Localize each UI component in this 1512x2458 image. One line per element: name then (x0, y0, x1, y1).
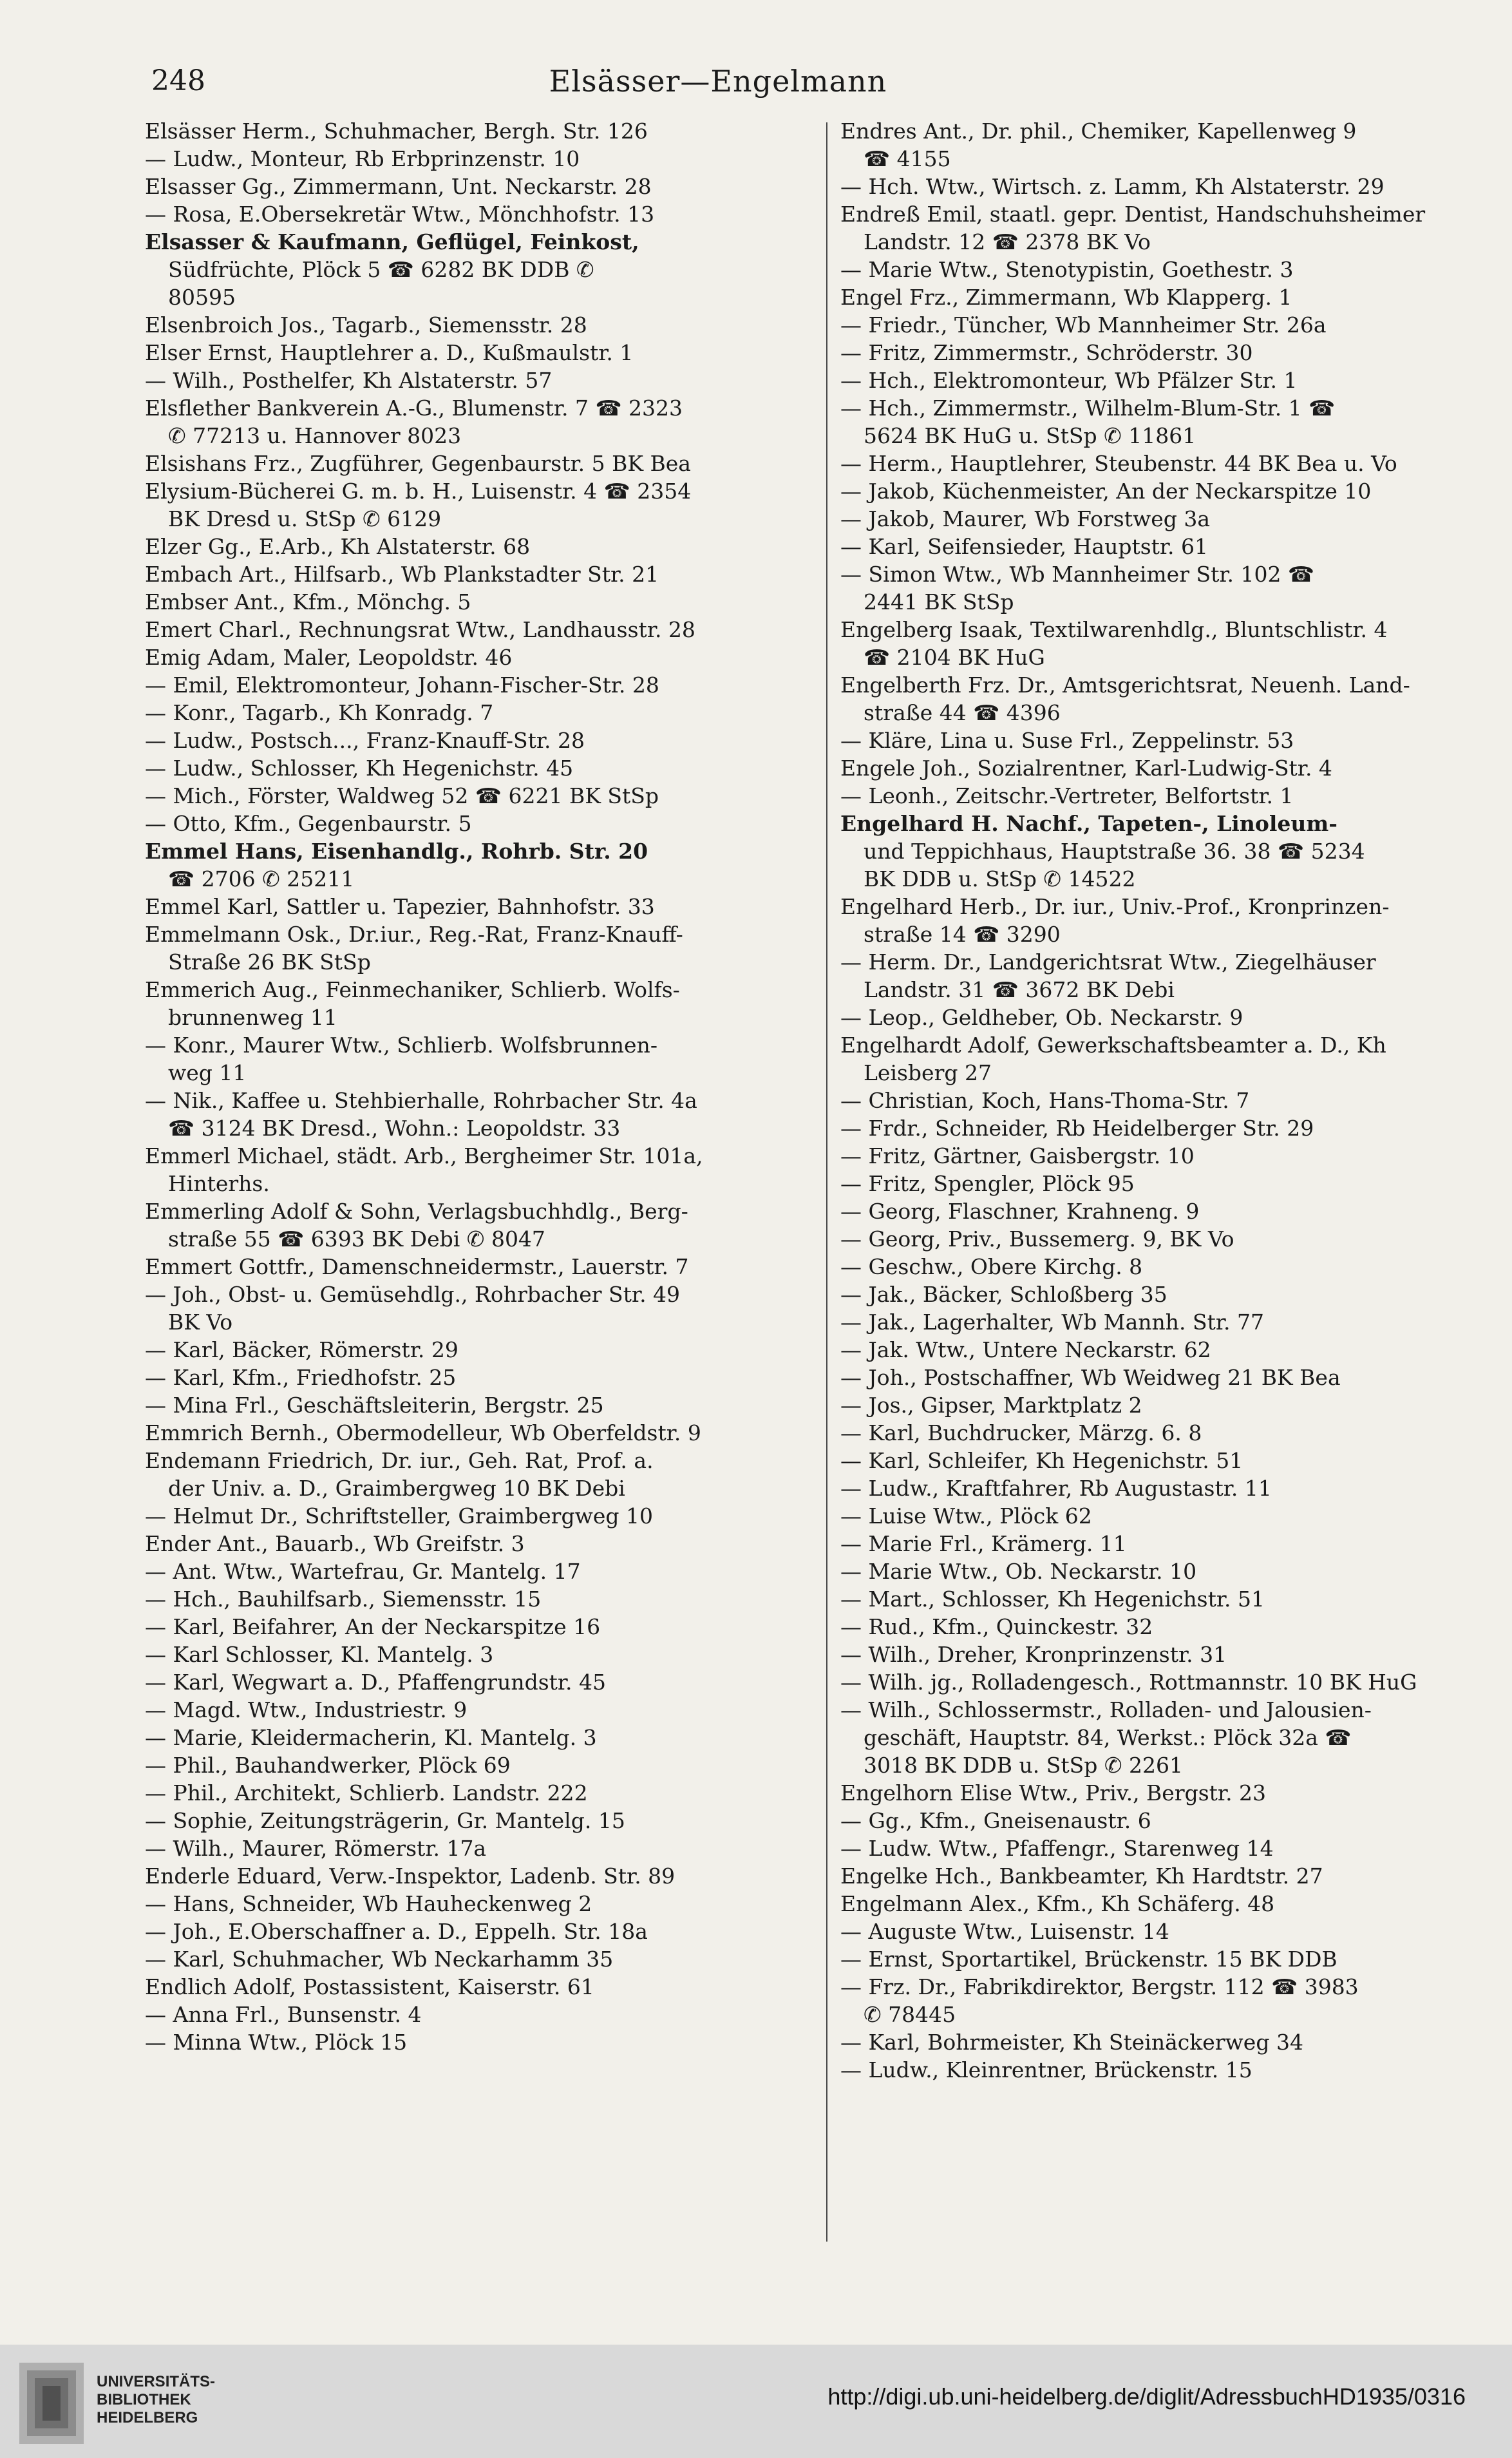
directory-entry: Elsishans Frz., Zugführer, Gegenbaurstr. 5 BK Bea (145, 451, 691, 476)
directory-entry: — Konr., Tagarb., Kh Konradg. 7 (145, 700, 494, 725)
directory-entry: — Wilh., Schlossermstr., Rolladen- und Jalousien- (840, 1697, 1372, 1722)
directory-entry: — Marie Wtw., Ob. Neckarstr. 10 (840, 1559, 1197, 1584)
directory-entry: — Auguste Wtw., Luisenstr. 14 (840, 1919, 1169, 1944)
entry-continuation: brunnenweg 11 (168, 1005, 337, 1030)
directory-entry: Engelhardt Adolf, Gewerkschaftsbeamter a. D., Kh (840, 1033, 1386, 1058)
directory-entry: — Friedr., Tüncher, Wb Mannheimer Str. 26a (840, 312, 1327, 338)
directory-entry: — Joh., Postschaffner, Wb Weidweg 21 BK Bea (840, 1365, 1341, 1390)
directory-entry: — Christian, Koch, Hans-Thoma-Str. 7 (840, 1088, 1250, 1113)
directory-entry: Embach Art., Hilfsarb., Wb Plankstadter Str. 21 (145, 562, 659, 587)
entry-continuation: ☎ 2104 BK HuG (864, 645, 1045, 670)
directory-entry: — Ant. Wtw., Wartefrau, Gr. Mantelg. 17 (145, 1559, 581, 1584)
directory-entry: Elysium-Bücherei G. m. b. H., Luisenstr. 4 ☎ 2354 (145, 479, 692, 504)
entry-continuation: Südfrüchte, Plöck 5 ☎ 6282 BK DDB ✆ (168, 257, 594, 282)
entry-continuation: weg 11 (168, 1060, 247, 1085)
directory-entry: Elsasser Gg., Zimmermann, Unt. Neckarstr. 28 (145, 174, 652, 199)
entry-continuation: der Univ. a. D., Graimbergweg 10 BK Debi (168, 1476, 625, 1501)
directory-entry: — Leop., Geldheber, Ob. Neckarstr. 9 (840, 1005, 1243, 1030)
directory-entry: Engelberth Frz. Dr., Amtsgerichtsrat, Neuenh. Land- (840, 672, 1410, 698)
directory-entry: Emmrich Bernh., Obermodelleur, Wb Oberfeldstr. 9 (145, 1420, 701, 1445)
entry-continuation: Straße 26 BK StSp (168, 949, 371, 975)
page-number: 248 (151, 64, 205, 97)
directory-entry: Emmel Karl, Sattler u. Tapezier, Bahnhofstr. 33 (145, 894, 655, 919)
directory-entry: — Helmut Dr., Schriftsteller, Graimbergweg 10 (145, 1503, 653, 1529)
entry-continuation: BK Dresd u. StSp ✆ 6129 (168, 506, 442, 531)
left-column (145, 117, 776, 2262)
directory-entry: Elsenbroich Jos., Tagarb., Siemensstr. 28 (145, 312, 587, 338)
directory-entry: Endreß Emil, staatl. gepr. Dentist, Handschuhsheimer (840, 202, 1426, 227)
entry-continuation: BK Vo (168, 1310, 233, 1335)
directory-entry: — Otto, Kfm., Gegenbaurstr. 5 (145, 811, 472, 836)
directory-entry: — Simon Wtw., Wb Mannheimer Str. 102 ☎ (840, 562, 1315, 587)
directory-entry: Ender Ant., Bauarb., Wb Greifstr. 3 (145, 1531, 525, 1556)
directory-entry: — Wilh., Maurer, Römerstr. 17a (145, 1836, 487, 1861)
directory-entry: — Karl, Kfm., Friedhofstr. 25 (145, 1365, 457, 1390)
directory-entry: — Marie Frl., Krämerg. 11 (840, 1531, 1127, 1556)
directory-entry: — Jak. Wtw., Untere Neckarstr. 62 (840, 1337, 1211, 1362)
directory-entry: Endres Ant., Dr. phil., Chemiker, Kapellenweg 9 (840, 119, 1357, 144)
directory-entry: Elzer Gg., E.Arb., Kh Alstaterstr. 68 (145, 534, 531, 559)
directory-entry: — Hch. Wtw., Wirtsch. z. Lamm, Kh Alstaterstr. 29 (840, 174, 1384, 199)
entry-continuation: und Teppichhaus, Hauptstraße 36. 38 ☎ 5234 (864, 839, 1365, 864)
directory-entry: — Fritz, Gärtner, Gaisbergstr. 10 (840, 1143, 1195, 1168)
directory-entry: Endlich Adolf, Postassistent, Kaiserstr. 61 (145, 1974, 594, 1999)
directory-entry: — Ludw. Wtw., Pfaffengr., Starenweg 14 (840, 1836, 1274, 1861)
entry-continuation: ✆ 78445 (864, 2002, 956, 2027)
directory-entry: — Karl, Seifensieder, Hauptstr. 61 (840, 534, 1209, 559)
directory-entry: — Joh., Obst- u. Gemüsehdlg., Rohrbacher Str. 49 (145, 1282, 681, 1307)
directory-entry: Enderle Eduard, Verw.-Inspektor, Ladenb. Str. 89 (145, 1863, 676, 1889)
directory-entry: — Sophie, Zeitungsträgerin, Gr. Mantelg. 15 (145, 1808, 625, 1833)
entry-continuation: 5624 BK HuG u. StSp ✆ 11861 (864, 423, 1196, 448)
directory-entry: — Karl, Schleifer, Kh Hegenichstr. 51 (840, 1448, 1243, 1473)
directory-entry: — Mich., Förster, Waldweg 52 ☎ 6221 BK StSp (145, 783, 659, 808)
directory-entry: — Hch., Zimmermstr., Wilhelm-Blum-Str. 1 ☎ (840, 395, 1336, 421)
directory-entry: Embser Ant., Kfm., Mönchg. 5 (145, 589, 471, 614)
directory-entry: — Wilh. jg., Rolladengesch., Rottmannstr. 10 BK HuG (840, 1670, 1417, 1695)
directory-entry: Emmerling Adolf & Sohn, Verlagsbuchhdlg., Berg- (145, 1199, 688, 1224)
directory-entry: — Luise Wtw., Plöck 62 (840, 1503, 1092, 1529)
directory-entry: — Wilh., Dreher, Kronprinzenstr. 31 (840, 1642, 1227, 1667)
directory-entry: — Rud., Kfm., Quinckestr. 32 (840, 1614, 1153, 1639)
directory-entry: Elsasser & Kaufmann, Geflügel, Feinkost, (145, 229, 639, 254)
directory-entry: — Wilh., Posthelfer, Kh Alstaterstr. 57 (145, 368, 553, 393)
entry-continuation: geschäft, Hauptstr. 84, Werkst.: Plöck 32a ☎ (864, 1725, 1352, 1750)
running-head: Elsässer—Engelmann (549, 64, 887, 99)
library-logo-icon (13, 2355, 90, 2452)
directory-entry: — Karl, Bäcker, Römerstr. 29 (145, 1337, 458, 1362)
directory-entry: — Hans, Schneider, Wb Hauheckenweg 2 (145, 1891, 592, 1916)
entry-continuation: Leisberg 27 (864, 1060, 992, 1085)
page-header (151, 62, 1285, 107)
directory-entry: — Kläre, Lina u. Suse Frl., Zeppelinstr. 53 (840, 728, 1294, 753)
directory-entry: Emmert Gottfr., Damenschneidermstr., Lauerstr. 7 (145, 1254, 689, 1279)
directory-entry: — Mart., Schlosser, Kh Hegenichstr. 51 (840, 1586, 1265, 1612)
directory-entry: Engelhard H. Nachf., Tapeten-, Linoleum- (840, 811, 1337, 836)
directory-entry: — Karl, Wegwart a. D., Pfaffengrundstr. 45 (145, 1670, 607, 1695)
directory-entry: Elsflether Bankverein A.-G., Blumenstr. 7 ☎ 2323 (145, 395, 683, 421)
directory-entry: Emmel Hans, Eisenhandlg., Rohrb. Str. 20 (145, 839, 648, 864)
directory-entry: Elser Ernst, Hauptlehrer a. D., Kußmaulstr. 1 (145, 340, 634, 365)
directory-entry: — Magd. Wtw., Industriestr. 9 (145, 1697, 468, 1722)
directory-entry: — Georg, Priv., Bussemerg. 9, BK Vo (840, 1226, 1234, 1252)
directory-entry: — Gg., Kfm., Gneisenaustr. 6 (840, 1808, 1151, 1833)
directory-entry: — Karl, Beifahrer, An der Neckarspitze 16 (145, 1614, 601, 1639)
entry-continuation: ☎ 3124 BK Dresd., Wohn.: Leopoldstr. 33 (168, 1116, 621, 1141)
directory-entry: — Nik., Kaffee u. Stehbierhalle, Rohrbacher Str. 4a (145, 1088, 697, 1113)
entry-continuation: 2441 BK StSp (864, 589, 1014, 614)
directory-entry: — Fritz, Zimmermstr., Schröderstr. 30 (840, 340, 1253, 365)
library-name: UNIVERSITÄTS- BIBLIOTHEK HEIDELBERG (97, 2373, 216, 2426)
directory-entry: — Ludw., Postsch..., Franz-Knauff-Str. 28 (145, 728, 585, 753)
directory-entry: — Emil, Elektromonteur, Johann-Fischer-Str. 28 (145, 672, 659, 698)
directory-entry: — Marie Wtw., Stenotypistin, Goethestr. 3 (840, 257, 1294, 282)
entry-continuation: straße 55 ☎ 6393 BK Debi ✆ 8047 (168, 1226, 545, 1252)
directory-entry: — Ernst, Sportartikel, Brückenstr. 15 BK DDB (840, 1947, 1337, 1972)
entry-continuation: BK DDB u. StSp ✆ 14522 (864, 866, 1136, 891)
directory-entry: — Karl Schlosser, Kl. Mantelg. 3 (145, 1642, 494, 1667)
directory-entry: Engel Frz., Zimmermann, Wb Klapperg. 1 (840, 285, 1292, 310)
directory-entry: — Rosa, E.Obersekretär Wtw., Mönchhofstr. 13 (145, 202, 655, 227)
directory-entry: — Jakob, Küchenmeister, An der Neckarspitze 10 (840, 479, 1372, 504)
directory-entry: Elsässer Herm., Schuhmacher, Bergh. Str. 126 (145, 119, 648, 144)
directory-entry: — Jak., Lagerhalter, Wb Mannh. Str. 77 (840, 1310, 1265, 1335)
directory-entry: — Frdr., Schneider, Rb Heidelberger Str. 29 (840, 1116, 1314, 1141)
directory-entry: Engelhard Herb., Dr. iur., Univ.-Prof., Kronprinzen- (840, 894, 1390, 919)
directory-entry: Engelberg Isaak, Textilwarenhdlg., Bluntschlistr. 4 (840, 617, 1388, 642)
directory-entry: — Jakob, Maurer, Wb Forstweg 3a (840, 506, 1211, 531)
source-url[interactable]: http://digi.ub.uni-heidelberg.de/diglit/AdressbuchHD1935/0316 (827, 2383, 1466, 2410)
directory-entry: — Karl, Schuhmacher, Wb Neckarhamm 35 (145, 1947, 614, 1972)
directory-entry: Engele Joh., Sozialrentner, Karl-Ludwig-Str. 4 (840, 756, 1332, 781)
entry-continuation: ☎ 2706 ✆ 25211 (168, 866, 355, 891)
directory-entry: — Marie, Kleidermacherin, Kl. Mantelg. 3 (145, 1725, 597, 1750)
footer-bar (0, 2345, 1512, 2458)
directory-entry: Endemann Friedrich, Dr. iur., Geh. Rat, Prof. a. (145, 1448, 654, 1473)
directory-entry: — Georg, Flaschner, Krahneng. 9 (840, 1199, 1200, 1224)
directory-entry: — Karl, Buchdrucker, Märzg. 6. 8 (840, 1420, 1202, 1445)
directory-entry: — Jak., Bäcker, Schloßberg 35 (840, 1282, 1167, 1307)
directory-entry: — Herm., Hauptlehrer, Steubenstr. 44 BK Bea u. Vo (840, 451, 1397, 476)
directory-entry: — Hch., Elektromonteur, Wb Pfälzer Str. 1 (840, 368, 1298, 393)
entry-continuation: 3018 BK DDB u. StSp ✆ 2261 (864, 1753, 1183, 1778)
directory-entry: — Leonh., Zeitschr.-Vertreter, Belfortstr. 1 (840, 783, 1294, 808)
directory-entry: Emig Adam, Maler, Leopoldstr. 46 (145, 645, 513, 670)
directory-entry: Engelhorn Elise Wtw., Priv., Bergstr. 23 (840, 1780, 1267, 1805)
directory-entry: — Herm. Dr., Landgerichtsrat Wtw., Ziegelhäuser (840, 949, 1376, 975)
directory-entry: — Phil., Architekt, Schlierb. Landstr. 222 (145, 1780, 588, 1805)
directory-entry: — Ludw., Monteur, Rb Erbprinzenstr. 10 (145, 146, 580, 171)
directory-entry: — Anna Frl., Bunsenstr. 4 (145, 2002, 422, 2027)
directory-entry: — Mina Frl., Geschäftsleiterin, Bergstr. 25 (145, 1393, 604, 1418)
directory-entry: — Geschw., Obere Kirchg. 8 (840, 1254, 1143, 1279)
directory-entry: — Phil., Bauhandwerker, Plöck 69 (145, 1753, 511, 1778)
entry-continuation: straße 14 ☎ 3290 (864, 922, 1061, 947)
directory-entry: — Frz. Dr., Fabrikdirektor, Bergstr. 112 ☎ 3983 (840, 1974, 1359, 1999)
directory-entry: — Ludw., Kraftfahrer, Rb Augustastr. 11 (840, 1476, 1272, 1501)
directory-entry: Emert Charl., Rechnungsrat Wtw., Landhausstr. 28 (145, 617, 695, 642)
entry-continuation: Hinterhs. (168, 1171, 270, 1196)
directory-entry: — Hch., Bauhilfsarb., Siemensstr. 15 (145, 1586, 542, 1612)
directory-entry: — Konr., Maurer Wtw., Schlierb. Wolfsbrunnen- (145, 1033, 657, 1058)
entry-continuation: Landstr. 31 ☎ 3672 BK Debi (864, 977, 1175, 1002)
right-column (840, 117, 1497, 2262)
entry-continuation: Landstr. 12 ☎ 2378 BK Vo (864, 229, 1151, 254)
entry-continuation: straße 44 ☎ 4396 (864, 700, 1061, 725)
directory-entry: Engelmann Alex., Kfm., Kh Schäferg. 48 (840, 1891, 1275, 1916)
directory-entry: Engelke Hch., Bankbeamter, Kh Hardtstr. 27 (840, 1863, 1323, 1889)
directory-entry: — Jos., Gipser, Marktplatz 2 (840, 1393, 1142, 1418)
directory-entry: — Ludw., Kleinrentner, Brückenstr. 15 (840, 2057, 1252, 2082)
column-divider (826, 122, 827, 2242)
directory-entry: Emmerich Aug., Feinmechaniker, Schlierb. Wolfs- (145, 977, 680, 1002)
directory-entry: Emmerl Michael, städt. Arb., Bergheimer Str. 101a, (145, 1143, 703, 1168)
entry-continuation: ✆ 77213 u. Hannover 8023 (168, 423, 462, 448)
entry-continuation: 80595 (168, 285, 236, 310)
directory-entry: — Ludw., Schlosser, Kh Hegenichstr. 45 (145, 756, 574, 781)
directory-entry: — Fritz, Spengler, Plöck 95 (840, 1171, 1135, 1196)
directory-entry: Emmelmann Osk., Dr.iur., Reg.-Rat, Franz-Knauff- (145, 922, 683, 947)
directory-entry: — Joh., E.Oberschaffner a. D., Eppelh. Str. 18a (145, 1919, 648, 1944)
entry-continuation: ☎ 4155 (864, 146, 951, 171)
directory-entry: — Karl, Bohrmeister, Kh Steinäckerweg 34 (840, 2030, 1303, 2055)
directory-entry: — Minna Wtw., Plöck 15 (145, 2030, 408, 2055)
